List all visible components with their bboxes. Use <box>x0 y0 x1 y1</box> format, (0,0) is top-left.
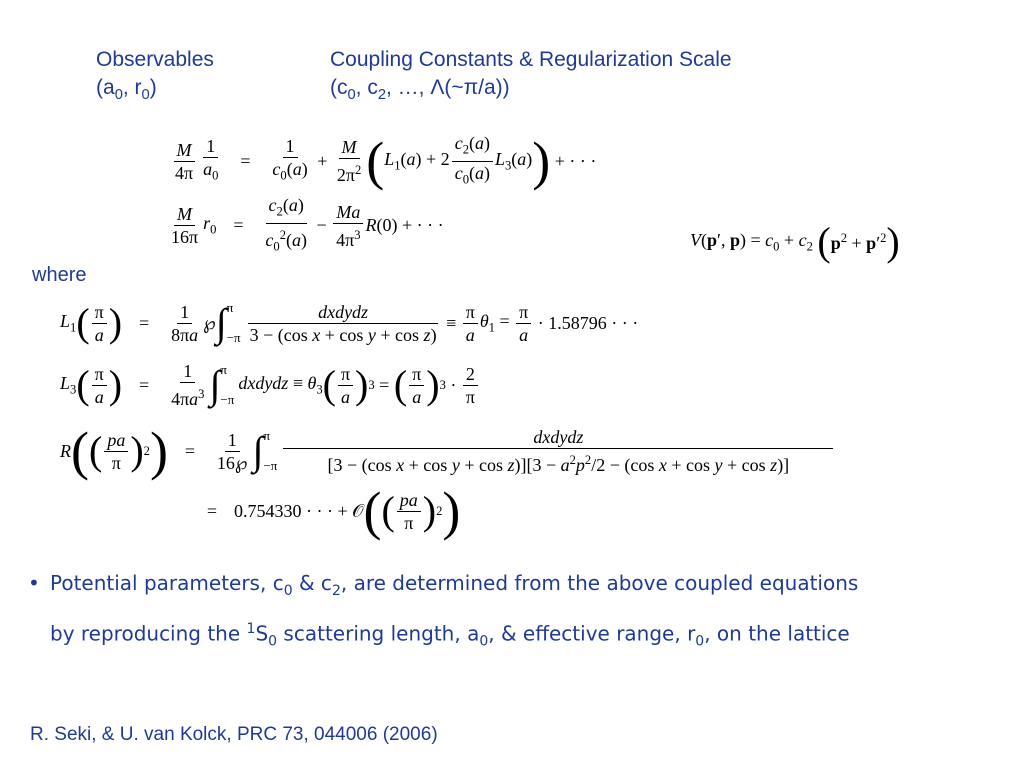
observables-subtitle: ($a_0$, $r_0$) <box>96 76 157 104</box>
bullet-marker: • <box>28 571 40 595</box>
bullet-point <box>28 564 1018 661</box>
observables-header <box>96 46 214 109</box>
where-label: where <box>32 264 87 286</box>
equation-R-expansion: = 0.754330 · · · + 𝒪 ( ( $\frac{pa}{\pi}$ ) 2 ) <box>206 481 461 541</box>
equation-a0: $\frac{M}{4\pi}$ $\frac{1}{a_0}$ = $\frac{1}{c_0(a)}$ + $\frac{M}{2\pi^2}$ ( $L_1(a) + 2$ $\frac{c_2(a)}{c_0(a)}$ $L_3(a)$ ) + · · · <box>175 131 597 192</box>
coupling-title: Coupling Constants & Regularization Scale <box>330 48 732 71</box>
observables-title: Observables <box>96 48 214 71</box>
reference-citation: R. Seki, & U. van Kolck, PRC 73, 044006 (2006) <box>30 724 438 745</box>
equation-L1: $L_1$ ( $\frac{\pi}{a}$ ) = $\frac{1}{8\pi a}$ ℘ ∫ π −π $\frac{\text{dxdydz}}{\text{3 − (cos x + cos y + cos z)}}$ ≡ $\frac{\pi}{a}$ $\theta_1$ = $\frac{\pi}{a}$ · 1.58796 · · · <box>60 300 639 345</box>
equation-R: R ( ( $\frac{pa}{\pi}$ ) 2 ) = $\frac{1}{16℘}$ ∫ π −π dxdydz [3 − (cos $x + \cos y + \cos z)][3 - a^2p^2/2 - (\cos$ x + cos y + cos z)] <box>60 424 835 478</box>
equation-potential: V(p′, $p) = c_0 + c_2$ ( $p^2 + p'^2$ ) <box>690 219 900 264</box>
coupling-subtitle: ($c_0$, $c_2$, …, Λ(~π/a)) <box>330 76 510 104</box>
equation-r0: $\frac{M}{16\pi}$ $r_0$ = $\frac{c_2(a)}{c_0^2(a)}$ − $\frac{Ma}{4\pi^3}$ R(0) + · · · <box>171 195 444 254</box>
coupling-header <box>330 46 732 109</box>
equation-L3: $L_3$ ( $\frac{\pi}{a}$ ) = $\frac{1}{4\pi a^3}$ ∫ π −π dxdydz ≡ $\theta_3$ ( $\frac{\pi}{a}$ ) 3 = ( $\frac{\pi}{a}$ ) 3 · $\frac{2}{\pi}$ <box>60 360 480 410</box>
bullet-line-2: by reproducing the $^1S_0$ scattering length, $a_0$, & effective range, $r_0$, on the lattice <box>50 621 850 650</box>
bullet-line-1: Potential parameters, $c_0$ & $c_2$, are determined from the above coupled equations <box>50 571 859 599</box>
